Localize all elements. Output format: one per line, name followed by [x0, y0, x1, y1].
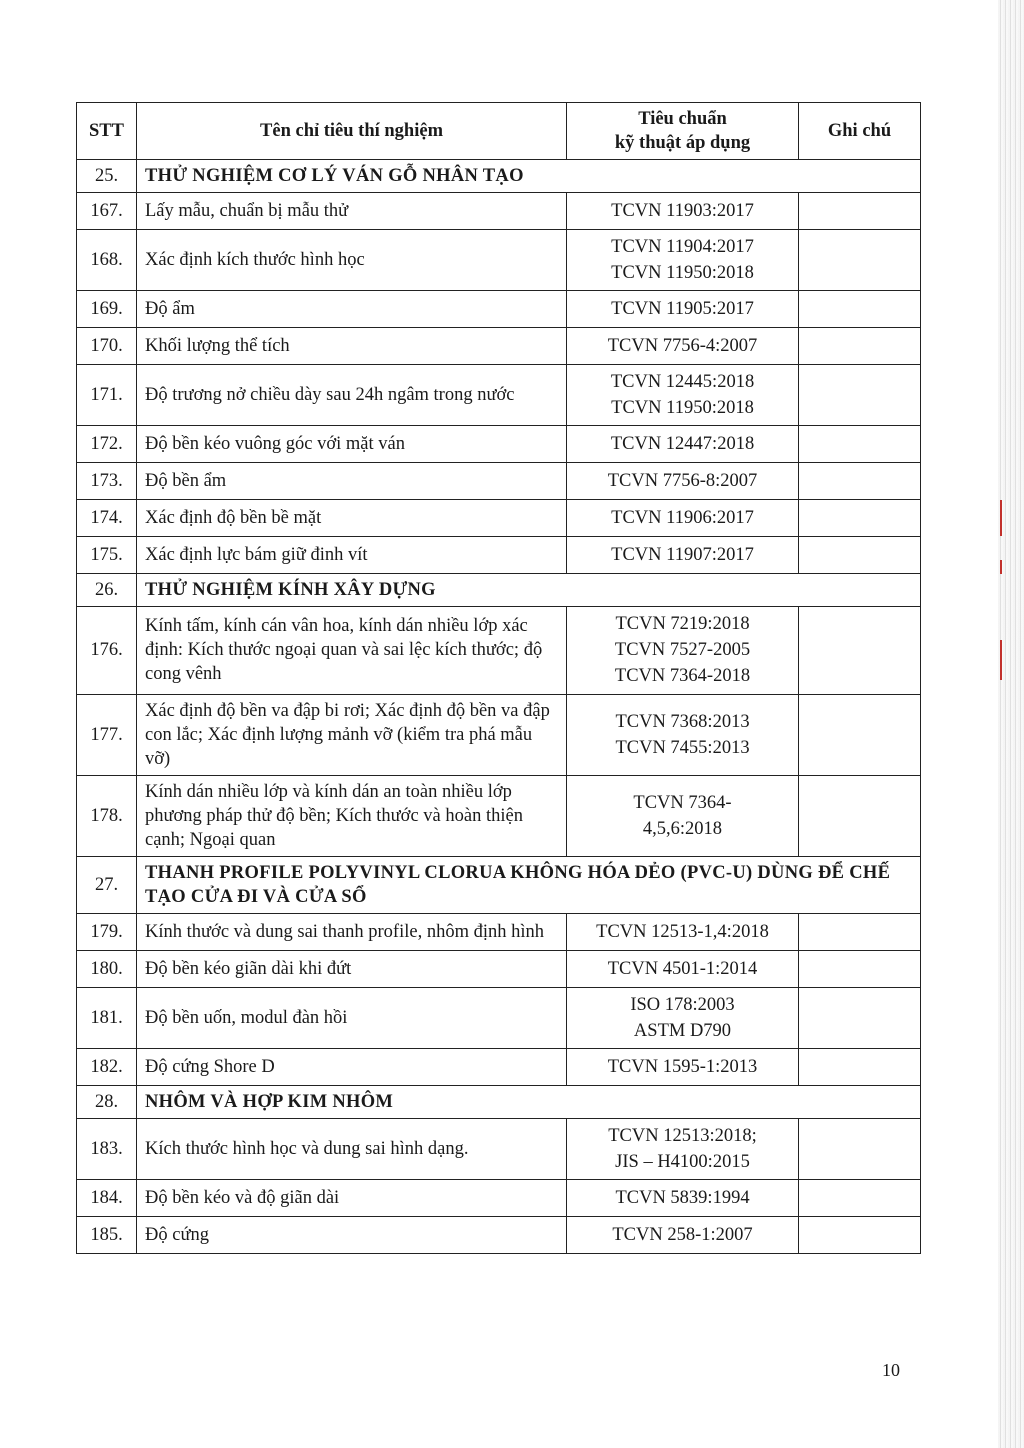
- row-stt: 182.: [77, 1048, 137, 1085]
- test-name: Khối lượng thể tích: [137, 328, 567, 365]
- note-cell: [799, 607, 921, 694]
- standard-cell: [567, 694, 799, 775]
- note-cell: [799, 950, 921, 987]
- standard-code: TCVN 12513:2018;: [608, 1126, 757, 1147]
- standard-cell: [567, 987, 799, 1048]
- row-stt: 179.: [77, 913, 137, 950]
- standard-code: TCVN 7364-: [633, 792, 732, 813]
- note-cell: [799, 1217, 921, 1254]
- standard-code: TCVN 4501-1:2014: [607, 958, 758, 979]
- test-name: Độ bền ẩm: [137, 463, 567, 500]
- standard-code: TCVN 11906:2017: [611, 508, 754, 529]
- row-stt: 26.: [77, 574, 137, 607]
- row-stt: 27.: [77, 856, 137, 913]
- standard-cell: [567, 365, 799, 426]
- standard-cell: [567, 500, 799, 537]
- standard-code: TCVN 5839:1994: [615, 1188, 750, 1209]
- standard-code: TCVN 11950:2018: [611, 263, 754, 284]
- test-name: Kính dán nhiều lớp và kính dán an toàn nhiều lớp phương pháp thử độ bền; Kích thước và hoàn thiện cạnh; Ngoại quan: [137, 775, 567, 856]
- table-row: [77, 291, 921, 328]
- note-cell: [799, 694, 921, 775]
- note-cell: [799, 1048, 921, 1085]
- test-name: Lấy mẫu, chuẩn bị mẫu thử: [137, 193, 567, 230]
- row-stt: 168.: [77, 230, 137, 291]
- section-row: [77, 856, 921, 913]
- section-title: THỬ NGHIỆM CƠ LÝ VÁN GỖ NHÂN TẠO: [137, 160, 921, 193]
- note-cell: [799, 500, 921, 537]
- standard-code: TCVN 7364-2018: [614, 666, 751, 687]
- section-title: NHÔM VÀ HỢP KIM NHÔM: [137, 1085, 921, 1118]
- standard-cell: [567, 1119, 799, 1180]
- standard-code: JIS – H4100:2015: [615, 1152, 750, 1173]
- row-stt: 181.: [77, 987, 137, 1048]
- row-stt: 28.: [77, 1085, 137, 1118]
- standard-cell: [567, 913, 799, 950]
- standard-code: TCVN 11904:2017: [611, 237, 754, 258]
- note-cell: [799, 463, 921, 500]
- standard-code: TCVN 12447:2018: [610, 434, 755, 455]
- standard-code: TCVN 7368:2013: [615, 711, 750, 732]
- table-row: [77, 1180, 921, 1217]
- standard-cell: [567, 537, 799, 574]
- note-cell: [799, 193, 921, 230]
- table-row: [77, 463, 921, 500]
- standard-code: ASTM D790: [633, 1020, 732, 1041]
- standard-code: TCVN 11950:2018: [611, 398, 754, 419]
- table-row: [77, 1217, 921, 1254]
- test-name: Độ cứng: [137, 1217, 567, 1254]
- standard-code: TCVN 7455:2013: [615, 737, 750, 758]
- standard-cell: [567, 775, 799, 856]
- standard-cell: [567, 291, 799, 328]
- note-cell: [799, 365, 921, 426]
- row-stt: 174.: [77, 500, 137, 537]
- test-name: Độ trương nở chiều dày sau 24h ngâm trong nước: [137, 365, 567, 426]
- row-stt: 169.: [77, 291, 137, 328]
- table-row: [77, 537, 921, 574]
- standard-cell: [567, 463, 799, 500]
- header-standard: [567, 103, 799, 160]
- standard-cell: [567, 607, 799, 694]
- standard-code: TCVN 7756-8:2007: [607, 471, 758, 492]
- table-row: [77, 230, 921, 291]
- margin-stamp-mark: [1000, 500, 1012, 536]
- standard-code: TCVN 7527-2005: [614, 640, 751, 661]
- table-row: [77, 500, 921, 537]
- table-row: [77, 1119, 921, 1180]
- standard-cell: [567, 1217, 799, 1254]
- table-row: [77, 1048, 921, 1085]
- header-test-name: Tên chỉ tiêu thí nghiệm: [137, 103, 567, 160]
- standard-code: TCVN 11907:2017: [611, 545, 754, 566]
- test-name: Độ bền kéo vuông góc với mặt ván: [137, 426, 567, 463]
- table-row: [77, 328, 921, 365]
- standard-cell: [567, 1180, 799, 1217]
- standard-code: TCVN 12445:2018: [610, 372, 755, 393]
- test-name: Độ ẩm: [137, 291, 567, 328]
- note-cell: [799, 230, 921, 291]
- table-row: [77, 950, 921, 987]
- standard-cell: [567, 230, 799, 291]
- table-header-row: [77, 103, 921, 160]
- test-name: Kính tấm, kính cán vân hoa, kính dán nhiều lớp xác định: Kích thước ngoại quan và sai lệc kích thước; độ cong vênh: [137, 607, 567, 694]
- margin-stamp-mark: [1000, 640, 1012, 680]
- note-cell: [799, 775, 921, 856]
- standard-cell: [567, 1048, 799, 1085]
- row-stt: 177.: [77, 694, 137, 775]
- section-title: THANH PROFILE POLYVINYL CLORUA KHÔNG HÓA DẺO (PVC-U) DÙNG ĐỂ CHẾ TẠO CỬA ĐI VÀ CỬA SỔ: [137, 856, 921, 913]
- row-stt: 180.: [77, 950, 137, 987]
- standard-code: TCVN 11905:2017: [611, 299, 754, 320]
- row-stt: 173.: [77, 463, 137, 500]
- header-standard-line2: kỹ thuật áp dụng: [614, 133, 751, 154]
- standard-cell: [567, 426, 799, 463]
- standard-code: 4,5,6:2018: [642, 818, 723, 839]
- row-stt: 170.: [77, 328, 137, 365]
- note-cell: [799, 1119, 921, 1180]
- note-cell: [799, 1180, 921, 1217]
- standard-code: TCVN 7756-4:2007: [607, 336, 758, 357]
- row-stt: 171.: [77, 365, 137, 426]
- table-row: [77, 775, 921, 856]
- note-cell: [799, 328, 921, 365]
- header-note: Ghi chú: [799, 103, 921, 160]
- table-body: [77, 160, 921, 1254]
- standard-code: TCVN 11903:2017: [611, 201, 754, 222]
- row-stt: 185.: [77, 1217, 137, 1254]
- test-name: Xác định độ bền va đập bi rơi; Xác định độ bền va đập con lắc; Xác định lượng mảnh vỡ (kiểm tra phá mẫu vỡ): [137, 694, 567, 775]
- test-name: Độ bền kéo giãn dài khi đứt: [137, 950, 567, 987]
- row-stt: 184.: [77, 1180, 137, 1217]
- standard-code: TCVN 1595-1:2013: [607, 1056, 758, 1077]
- section-title: THỬ NGHIỆM KÍNH XÂY DỰNG: [137, 574, 921, 607]
- note-cell: [799, 987, 921, 1048]
- note-cell: [799, 537, 921, 574]
- test-name: Độ bền uốn, modul đàn hồi: [137, 987, 567, 1048]
- table-row: [77, 987, 921, 1048]
- table-row: [77, 193, 921, 230]
- table-row: [77, 607, 921, 694]
- test-name: Kính thước và dung sai thanh profile, nhôm định hình: [137, 913, 567, 950]
- section-row: [77, 160, 921, 193]
- standard-code: TCVN 12513-1,4:2018: [596, 921, 769, 942]
- table-row: [77, 365, 921, 426]
- test-standards-table: [76, 102, 920, 1254]
- test-name: Độ cứng Shore D: [137, 1048, 567, 1085]
- row-stt: 178.: [77, 775, 137, 856]
- margin-stamp-mark: [1000, 560, 1012, 574]
- standard-cell: [567, 950, 799, 987]
- standard-cell: [567, 193, 799, 230]
- standard-code: TCVN 7219:2018: [615, 614, 750, 635]
- note-cell: [799, 291, 921, 328]
- table-row: [77, 426, 921, 463]
- test-name: Kích thước hình học và dung sai hình dạng.: [137, 1119, 567, 1180]
- row-stt: 25.: [77, 160, 137, 193]
- standard-code: TCVN 258-1:2007: [612, 1225, 753, 1246]
- standard-cell: [567, 328, 799, 365]
- scan-edge: [998, 0, 1024, 1448]
- row-stt: 167.: [77, 193, 137, 230]
- section-row: [77, 574, 921, 607]
- note-cell: [799, 426, 921, 463]
- standards-table: [76, 102, 921, 1254]
- header-stt: STT: [77, 103, 137, 160]
- header-standard-line1: Tiêu chuẩn: [638, 109, 727, 129]
- note-cell: [799, 913, 921, 950]
- table-row: [77, 694, 921, 775]
- standard-code: ISO 178:2003: [630, 994, 735, 1015]
- test-name: Xác định độ bền bề mặt: [137, 500, 567, 537]
- test-name: Độ bền kéo và độ giãn dài: [137, 1180, 567, 1217]
- row-stt: 175.: [77, 537, 137, 574]
- row-stt: 183.: [77, 1119, 137, 1180]
- row-stt: 172.: [77, 426, 137, 463]
- row-stt: 176.: [77, 607, 137, 694]
- test-name: Xác định lực bám giữ đinh vít: [137, 537, 567, 574]
- section-row: [77, 1085, 921, 1118]
- page-number: 10: [882, 1360, 900, 1380]
- table-row: [77, 913, 921, 950]
- test-name: Xác định kích thước hình học: [137, 230, 567, 291]
